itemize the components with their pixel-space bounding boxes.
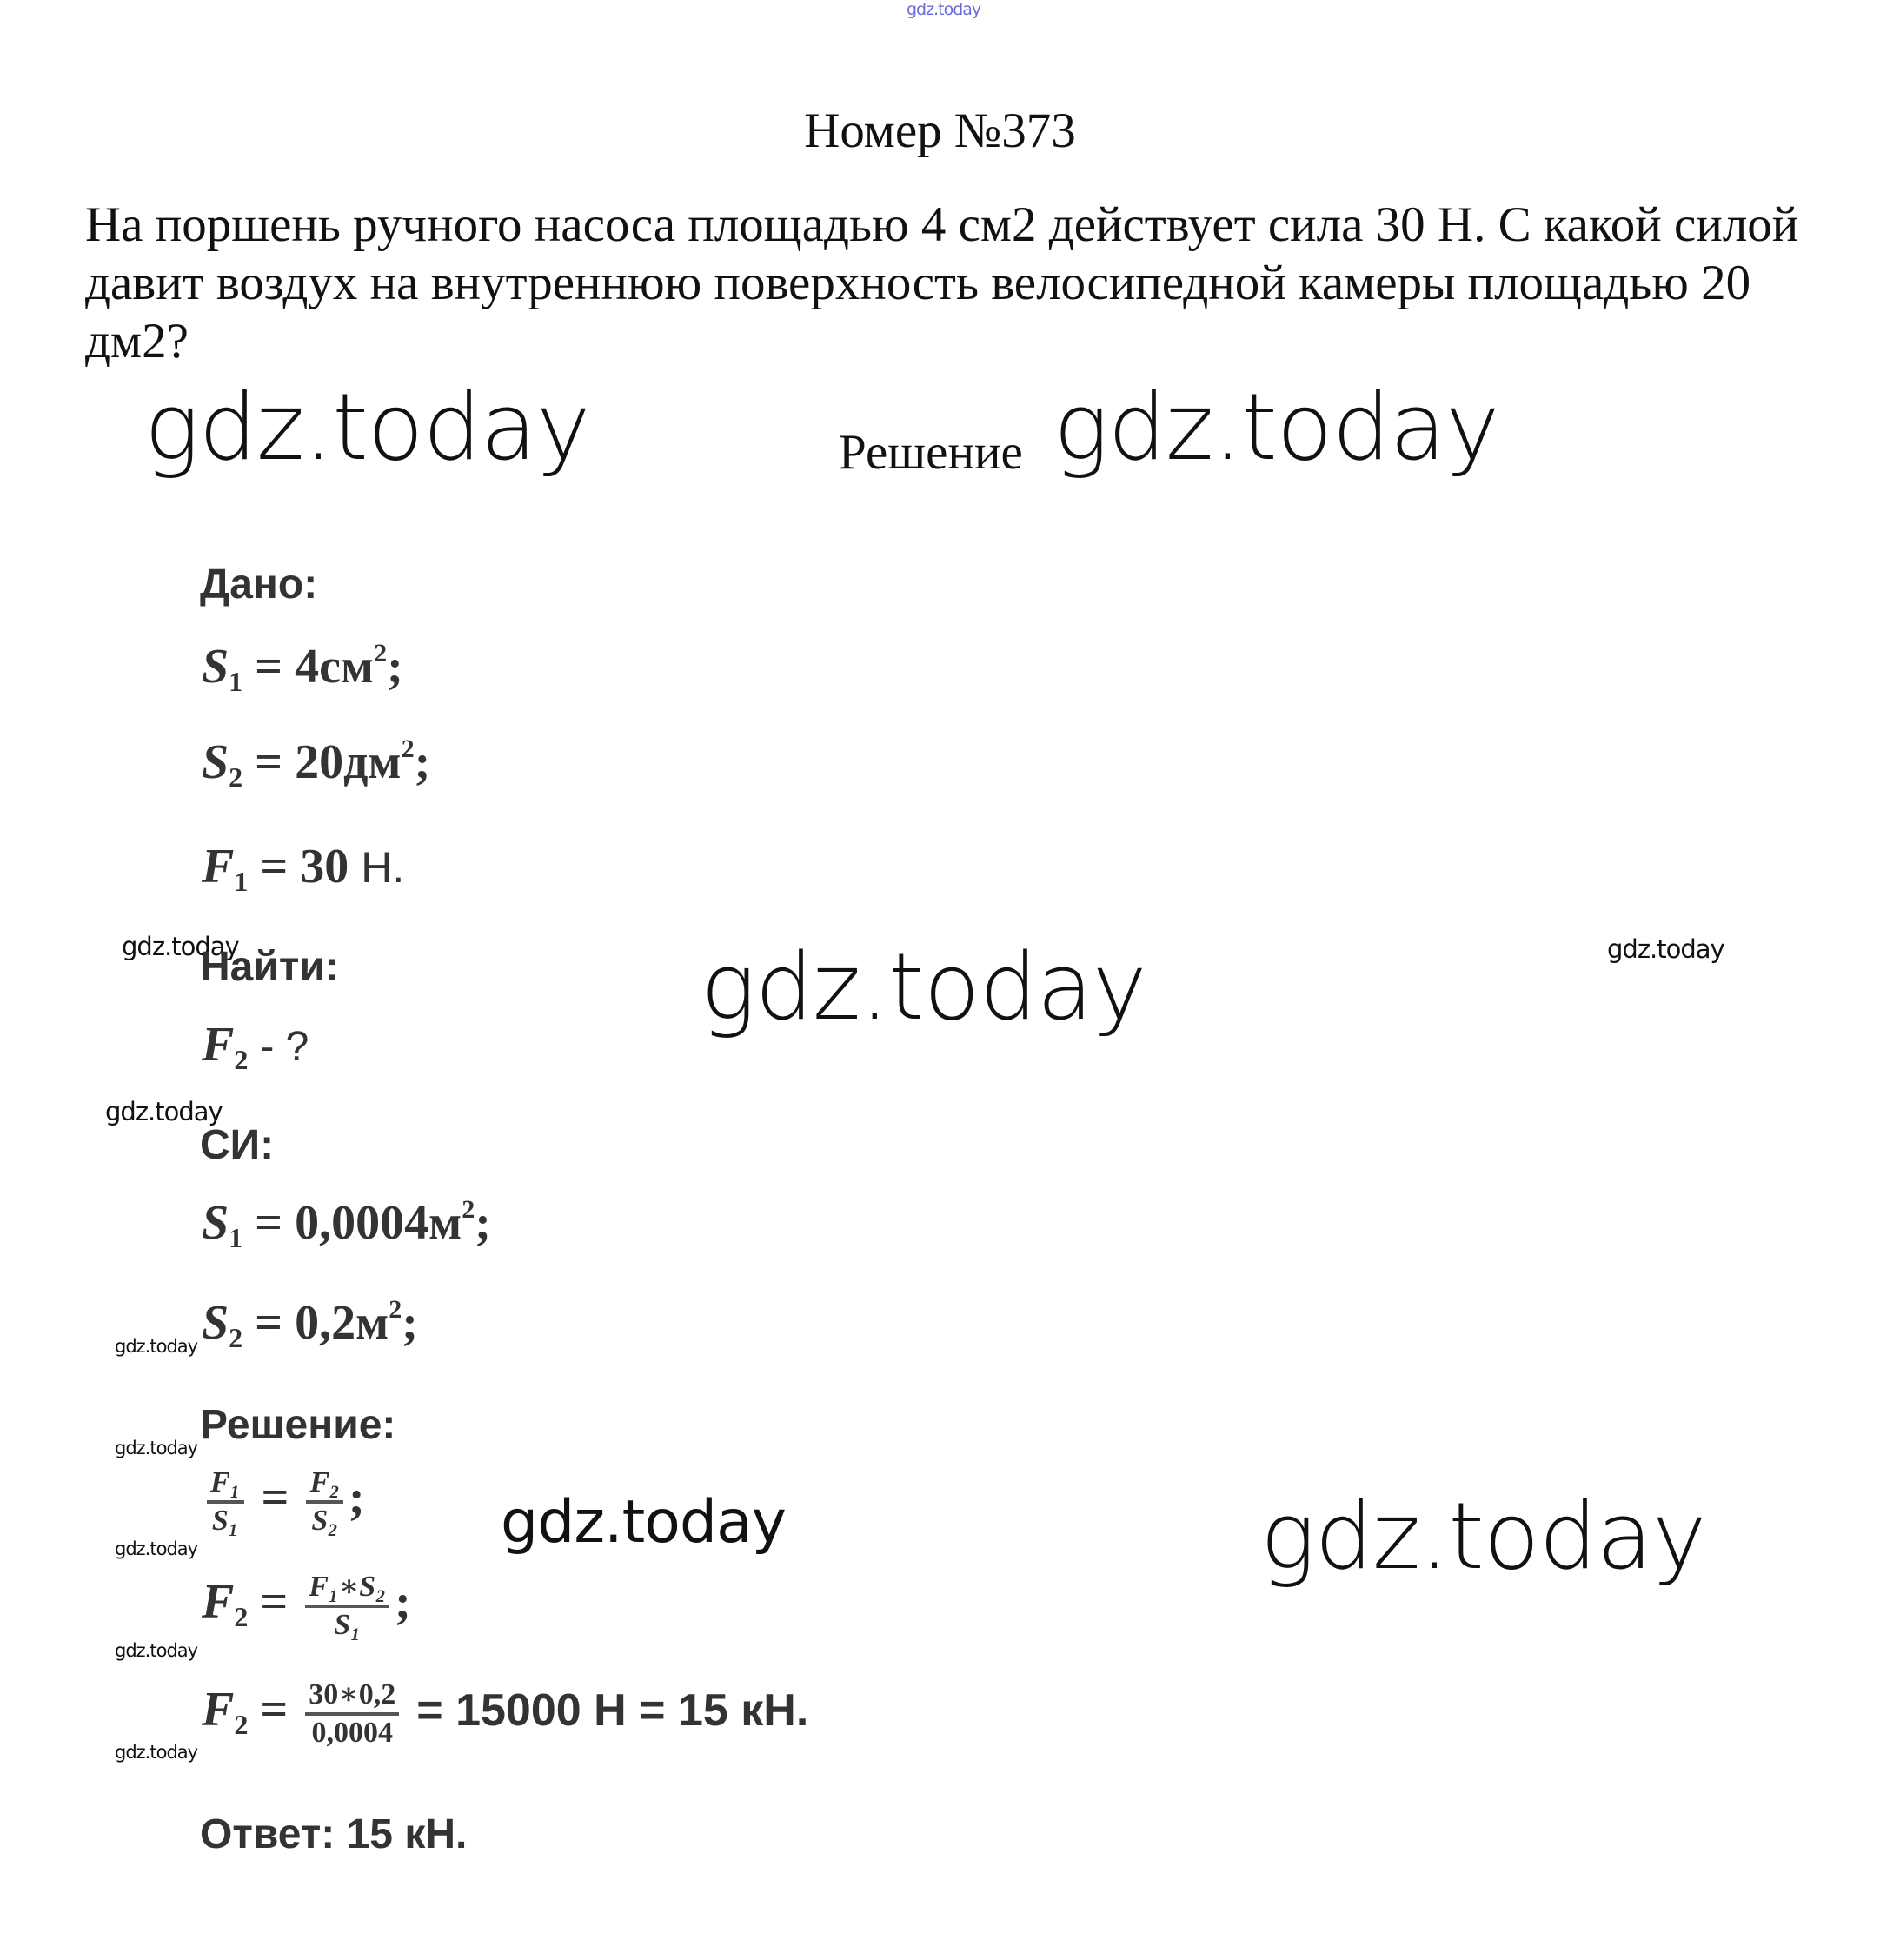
equation-f2-formula: $F_2$ = $\frac{\text{F₁∗S₂}}{\text{S₁}}$ ; bbox=[202, 1571, 411, 1641]
given-label: Дано: bbox=[200, 561, 318, 608]
watermark-large-2: gdz.today bbox=[1053, 374, 1499, 481]
watermark-top: gdz.today bbox=[907, 0, 981, 19]
watermark-tiny-3: gdz.today bbox=[115, 1538, 198, 1559]
si-s2: $S_2 = 0,2м^2$; bbox=[202, 1295, 418, 1353]
given-s2: $S_2 = 20дм^2$; bbox=[202, 734, 431, 793]
solution-label: Решение: bbox=[200, 1402, 396, 1448]
solution-heading: Решение bbox=[839, 425, 1023, 480]
watermark-tiny-5: gdz.today bbox=[115, 1742, 198, 1763]
watermark-small-1: gdz.today bbox=[122, 932, 239, 961]
equation-ratio: $\frac{\text{F₁}}{\text{S₁}}$ = $\frac{\text{F₂}}{\text{S₂}}$ ; bbox=[202, 1465, 365, 1538]
page-title: Номер №373 bbox=[804, 103, 1076, 158]
watermark-large-4: gdz.today bbox=[1260, 1483, 1706, 1590]
answer: Ответ: 15 кН. bbox=[200, 1811, 468, 1857]
si-s1: $S_1 = 0,0004м^2$; bbox=[202, 1195, 491, 1253]
watermark-small-3: gdz.today bbox=[105, 1097, 223, 1126]
find-f2: $F_2$ - ? bbox=[202, 1018, 309, 1075]
watermark-large-3: gdz.today bbox=[701, 933, 1146, 1040]
equation-f2-result: $F_2$ = $\frac{30∗0,2}{0,0004}$ = 15000 Н = 15 кН. bbox=[202, 1678, 809, 1749]
problem-text: На поршень ручного насоса площадью 4 см2 действует сила 30 Н. С какой силой давит воздух на внутреннюю поверхность велосипедной камеры площадью 20 дм2? bbox=[85, 197, 1799, 369]
watermark-small-2: gdz.today bbox=[1607, 934, 1724, 964]
watermark-tiny-2: gdz.today bbox=[115, 1438, 198, 1458]
watermark-tiny-4: gdz.today bbox=[115, 1640, 198, 1661]
watermark-medium: gdz.today bbox=[501, 1488, 786, 1557]
watermark-tiny-1: gdz.today bbox=[115, 1336, 198, 1357]
find-label: Найти: bbox=[200, 944, 339, 990]
si-label: СИ: bbox=[200, 1122, 275, 1168]
watermark-large-1: gdz.today bbox=[144, 374, 590, 481]
given-s1: $S_1 = 4см^2$; bbox=[202, 639, 403, 697]
given-f1: $F_1 = 30$ Н. bbox=[202, 840, 405, 897]
